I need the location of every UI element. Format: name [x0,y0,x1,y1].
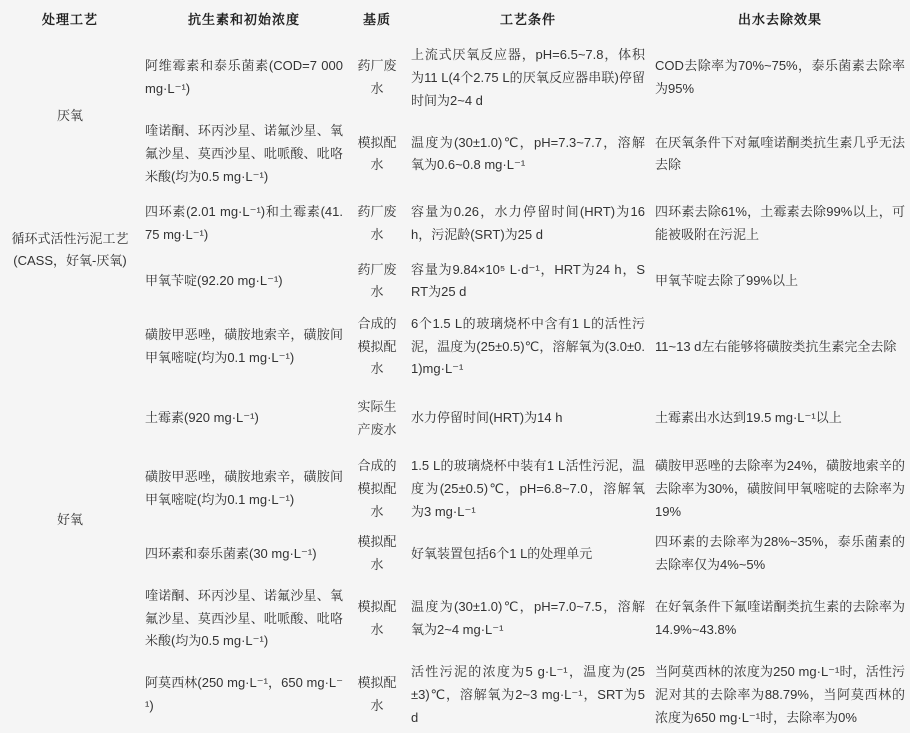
process-cell: 好氧 [56,512,83,528]
matrix-cell: 模拟配水 [357,675,397,714]
antibiotic-cell: 磺胺甲恶唑，磺胺地索辛，磺胺间甲氧嘧啶(均为0.1 mg·L⁻¹) [145,469,343,508]
col-header-process: 处理工艺 [41,11,98,27]
matrix-cell: 药厂废水 [357,58,397,97]
antibiotic-cell: 四环素和泰乐菌素(30 mg·L⁻¹) [145,545,317,561]
removal-cell: 11~13 d左右能够将磺胺类抗生素完全去除 [655,338,897,354]
removal-cell: 磺胺甲恶唑的去除率为24%，磺胺地索辛的去除率为30%，磺胺间甲氧嘧啶的去除率为19% [655,458,905,519]
conditions-cell: 好氧装置包括6个1 L的处理单元 [411,545,593,561]
conditions-cell: 容量为9.84×10⁵ L·d⁻¹，HRT为24 h，SRT为25 d [411,261,645,300]
matrix-cell: 实际生产废水 [357,398,397,437]
table-row [0,193,910,255]
matrix-cell: 合成的模拟配水 [357,315,397,377]
table-row [0,40,910,116]
matrix-cell: 模拟配水 [357,599,397,637]
matrix-cell: 模拟配水 [357,534,397,572]
removal-cell: COD去除率为70%~75%，泰乐菌素去除率为95% [655,58,905,97]
table-header-row [0,0,910,40]
conditions-cell: 上流式厌氧反应器，pH=6.5~7.8，体积为11 L(4个2.75 L的厌氧反应器串联)停留时间为2~4 d [411,47,645,108]
antibiotic-cell: 土霉素(920 mg·L⁻¹) [145,410,259,426]
antibiotic-cell: 喹诺酮、环丙沙星、诺氟沙星、氧氟沙星、莫西沙星、吡哌酸、吡咯米酸(均为0.5 mg·L⁻¹) [145,123,343,184]
col-header-removal: 出水去除效果 [737,11,822,27]
conditions-cell: 1.5 L的玻璃烧杯中装有1 L活性污泥，温度为(25±0.5)℃，pH=6.8~7.0，溶解氧为3 mg·L⁻¹ [411,458,645,519]
conditions-cell: 温度为(30±1.0)℃，pH=7.3~7.7，溶解氧为0.6~0.8 mg·L⁻¹ [411,134,645,173]
antibiotic-cell: 阿维霉素和泰乐菌素(COD=7 000 mg·L⁻¹) [145,58,343,97]
removal-cell: 在厌氧条件下对氟喹诺酮类抗生素几乎无法去除 [655,134,905,173]
col-header-antibiotic: 抗生素和初始浓度 [187,11,300,27]
matrix-cell: 药厂废水 [357,261,397,300]
conditions-cell: 活性污泥的浓度为5 g·L⁻¹，温度为(25±3)℃，溶解氧为2~3 mg·L⁻¹，SRT为5 d [411,664,645,725]
conditions-cell: 水力停留时间(HRT)为14 h [411,410,563,426]
antibiotic-cell: 甲氧苄啶(92.20 mg·L⁻¹) [145,272,283,288]
conditions-cell: 温度为(30±1.0)℃，pH=7.0~7.5，溶解氧为2~4 mg·L⁻¹ [411,599,645,637]
antibiotic-cell: 磺胺甲恶唑，磺胺地索辛，磺胺间甲氧嘧啶(均为0.1 mg·L⁻¹) [145,327,343,365]
process-cell: 循环式活性污泥工艺(CASS，好氧-厌氧) [11,230,129,269]
removal-cell: 在好氧条件下氟喹诺酮类抗生素的去除率为14.9%~43.8% [655,599,905,637]
antibiotic-cell: 喹诺酮、环丙沙星、诺氟沙星、氧氟沙星、莫西沙星、吡哌酸、吡咯米酸(均为0.5 mg·L⁻¹) [145,587,343,649]
matrix-cell: 合成的模拟配水 [357,458,397,519]
removal-cell: 当阿莫西林的浓度为250 mg·L⁻¹时，活性污泥对其的去除率为88.79%，当阿莫西林的浓度为650 mg·L⁻¹时，去除率为0% [655,664,905,725]
process-cell: 厌氧 [56,107,83,123]
table-row [0,308,910,386]
matrix-cell: 模拟配水 [357,134,397,173]
removal-cell: 四环素去除61%，土霉素去除99%以上，可能被吸附在污泥上 [655,203,905,242]
col-header-conditions: 工艺条件 [499,11,556,27]
conditions-cell: 容量为0.26，水力停留时间(HRT)为16 h，污泥龄(SRT)为25 d [411,203,645,242]
table-body [0,40,910,733]
matrix-cell: 药厂废水 [357,203,397,242]
antibiotic-cell: 四环素(2.01 mg·L⁻¹)和土霉素(41.75 mg·L⁻¹) [145,203,343,242]
removal-cell: 土霉素出水达到19.5 mg·L⁻¹以上 [655,410,842,426]
col-header-matrix: 基质 [362,11,391,27]
removal-cell: 四环素的去除率为28%~35%，泰乐菌素的去除率仅为4%~5% [655,534,905,572]
antibiotic-cell: 阿莫西林(250 mg·L⁻¹，650 mg·L⁻¹) [145,675,343,714]
conditions-cell: 6个1.5 L的玻璃烧杯中含有1 L的活性污泥，温度为(25±0.5)℃，溶解氧为(3.0±0.1)mg·L⁻¹ [411,315,645,377]
removal-cell: 甲氧苄啶去除了99%以上 [655,272,799,288]
